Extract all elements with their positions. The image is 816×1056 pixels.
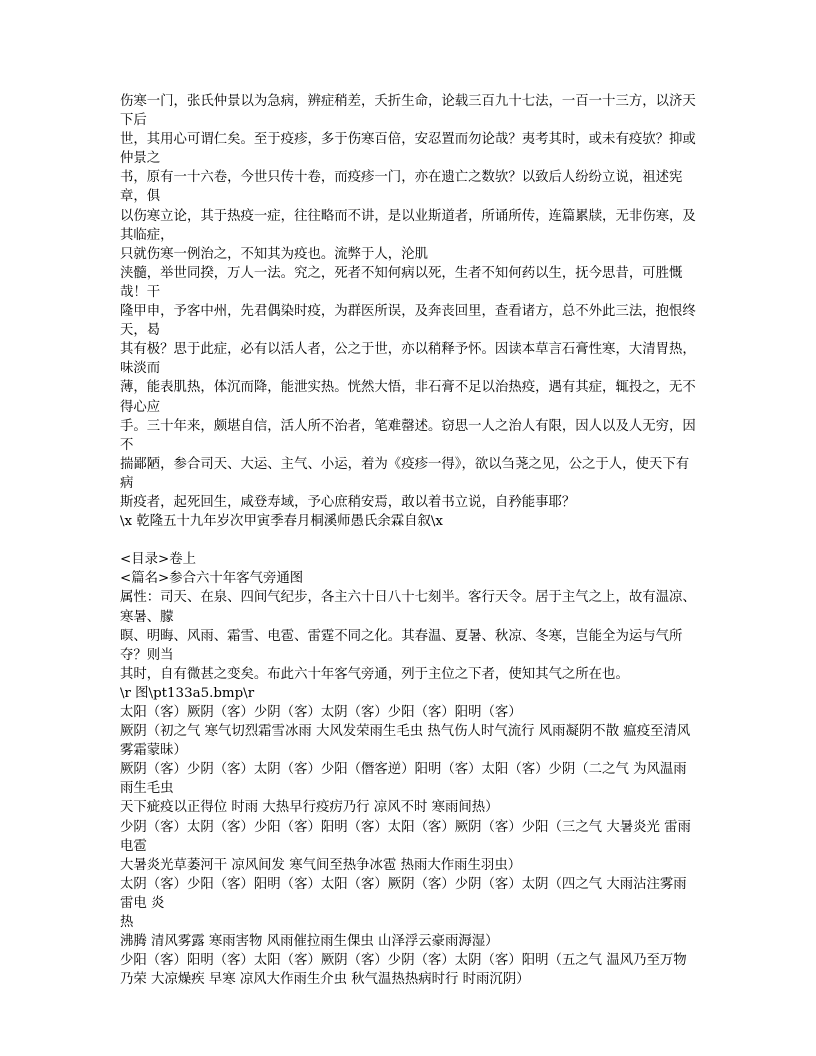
table-row: 太阴（客）少阳（客）阳明（客）太阳（客）厥阴（客）少阴（客）太阴（四之气 大雨沾注雾雨雷电 炎 — [120, 876, 687, 911]
section-line: 属性：司天、在泉、四间气纪步，各主六十日八十七刻半。客行天令。居于主气之上，故有温凉、寒暑、朦 — [120, 590, 696, 625]
preface-line: 隆甲申，予客中州，先君偶染时疫，为群医所误，及奔丧回里，查看诸方，总不外此三法，抱恨终天，曷 — [120, 304, 696, 339]
preface-line: 浃髓，举世同揆，万人一法。究之，死者不知何病以死，生者不知何药以生，抚今思昔，可胜慨哉！干 — [120, 265, 683, 300]
catalog-heading: <目录>卷上 — [120, 552, 197, 568]
chapter-title: <篇名>参合六十年客气旁通图 — [120, 571, 304, 587]
section-line: 暝、明晦、风雨、霜雪、电雹、雷霆不同之化。其春温、夏暑、秋凉、冬寒，岂能全为运与气所夺？则当 — [120, 628, 683, 663]
preface-line: 书，原有一十六卷，今世只传十卷，而疫疹一门，亦在遗亡之数欤？以致后人纷纷立说，祖述宪章，俱 — [120, 170, 683, 205]
preface-line: 以伤寒立论，其于热疫一症，往往略而不讲，是以业斯道者，所诵所传，连篇累牍，无非伤寒，及其临症， — [120, 208, 696, 243]
table-row: 厥阴（初之气 寒气切烈霜雪冰雨 大风发荣雨生毛虫 热气伤人时气流行 风雨凝阴不散 瘟疫至清风雾霜蒙昧） — [120, 724, 691, 759]
table-row: 少阴（客）太阴（客）少阳（客）阳明（客）太阳（客）厥阴（客）少阳（三之气 大暑炎光 雷雨电雹 — [120, 819, 691, 854]
preface-line: 斯疫者，起死回生，咸登寿域，予心庶稍安焉，敢以着书立说，自矜能事耶？ — [120, 494, 576, 510]
preface-line: 只就伤寒一例治之，不知其为疫也。流弊于人，沦肌 — [120, 246, 428, 262]
section-block — [120, 550, 698, 989]
preface-signature: \x 乾隆五十九年岁次甲寅季春月桐溪师愚氏余霖自叙\x — [120, 514, 443, 530]
section-line: 其时，自有微甚之变矣。布此六十年客气旁通，列于主位之下者，使知其气之所在也。 — [120, 666, 629, 682]
preface-line: 伤寒一门，张氏仲景以为急病，辨症稍差，夭折生命，论载三百九十七法，一百一十三方，以济天下后 — [120, 94, 696, 129]
table-row: 少阳（客）阳明（客）太阳（客）厥阴（客）少阴（客）太阴（客）阳明（五之气 温风乃至万物乃荣 大凉燥疾 早寒 凉风大作雨生介虫 秋气温热热病时行 时雨沉阴） — [120, 953, 687, 988]
preface-block — [120, 92, 698, 531]
preface-line: 薄，能表肌热，体沉而降，能泄实热。恍然大悟，非石膏不足以治热疫，遇有其症，辄投之，无不得心应 — [120, 380, 696, 415]
image-reference: \r 图\pt133a5.bmp\r — [120, 685, 255, 701]
table-row: 厥阴（客）少阴（客）太阴（客）少阳（僭客逆）阳明（客）太阳（客）少阴（二之气 为风温雨雨生毛虫 — [120, 762, 687, 797]
table-row: 大暑炎光草萎河干 凉风间发 寒气间至热争冰雹 热雨大作雨生羽虫） — [120, 857, 522, 873]
table-row: 热 — [120, 915, 134, 931]
table-row: 沸腾 清风雾露 寒雨害物 风雨催拉雨生倮虫 山泽浮云豪雨溽湿） — [120, 934, 499, 950]
preface-line: 手。三十年来，颇堪自信，活人所不治者，笔难罄述。窃思一人之治人有限，因人以及人无穷，因不 — [120, 418, 696, 453]
table-row: 天下疵疫以正得位 时雨 大热早行疫疠乃行 凉风不时 寒雨间热） — [120, 800, 499, 816]
document-page — [120, 92, 698, 989]
section-spacer — [120, 531, 698, 550]
table-row: 太阳（客）厥阴（客）少阴（客）太阴（客）少阳（客）阳明（客） — [120, 705, 522, 720]
preface-line: 揣鄙陋，参合司天、大运、主气、小运，着为《疫疹一得》，欲以刍荛之见，公之于人，使天下有病 — [120, 456, 690, 491]
preface-line: 其有极？思于此症，必有以活人者，公之于世，亦以稍释予怀。因读本草言石膏性寒，大清胃热，味淡而 — [120, 342, 696, 377]
preface-line: 世，其用心可谓仁矣。至于疫疹，多于伤寒百倍，安忍置而勿论哉？夷考其时，或未有疫欤？抑或仲景之 — [120, 132, 696, 167]
